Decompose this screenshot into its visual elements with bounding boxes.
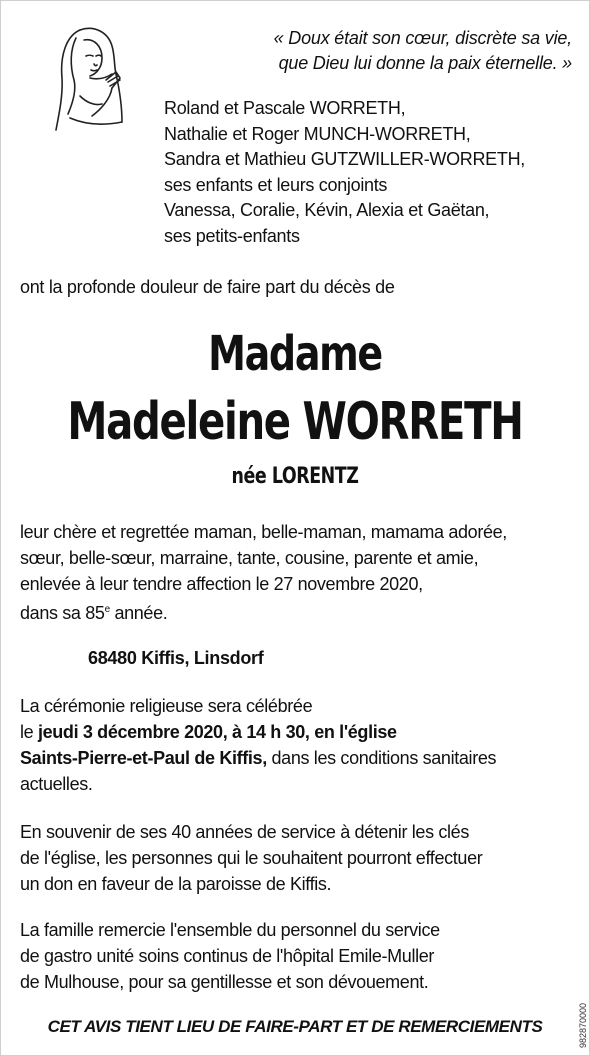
- age-suffix: année.: [109, 603, 168, 623]
- memory-line: de l'église, les personnes qui le souhaitent pourront effectuer: [20, 848, 483, 868]
- thanks-line: de gastro unité soins continus de l'hôpital Emile-Muller: [20, 946, 435, 966]
- description-line: [20, 597, 580, 626]
- family-line: ses enfants et leurs conjoints: [164, 174, 388, 195]
- ceremony-paragraph: [20, 693, 580, 797]
- footer-notice: CET AVIS TIENT LIEU DE FAIRE-PART ET DE REMERCIEMENTS: [47, 1017, 543, 1036]
- family-line: Roland et Pascale WORRETH,: [164, 98, 406, 118]
- age-prefix: dans sa 85: [20, 603, 105, 623]
- reference-number: [578, 988, 588, 1048]
- description-line: enlevée à leur tendre affection le 27 novembre 2020,: [20, 574, 423, 594]
- description-line: leur chère et regrettée maman, belle-maman, mamama adorée,: [20, 522, 507, 542]
- ceremony-plain: le: [20, 722, 38, 742]
- epitaph-quote: [274, 26, 572, 76]
- memory-line: En souvenir de ses 40 années de service à détenir les clés: [20, 822, 469, 842]
- location-text: 68480 Kiffis, Linsdorf: [88, 648, 264, 668]
- quote-line: « Doux était son cœur, discrète sa vie,: [273, 28, 572, 48]
- ceremony-date: jeudi 3 décembre 2020, à 14 h 30, en l'église: [37, 722, 397, 742]
- ceremony-line: [20, 719, 580, 745]
- ceremony-line: La cérémonie religieuse sera célébrée: [20, 696, 313, 716]
- maiden-name: née LORENTZ: [231, 464, 359, 489]
- age-superscript: e: [104, 604, 110, 615]
- announcement-text: ont la profonde douleur de faire part du décès de: [20, 277, 395, 297]
- family-line: Vanessa, Coralie, Kévin, Alexia et Gaëtan,: [164, 200, 490, 220]
- reference-text: 982870000: [578, 1002, 588, 1048]
- memory-line: un don en faveur de la paroisse de Kiffis.: [20, 874, 332, 894]
- thanks-line: de Mulhouse, pour sa gentillesse et son dévouement.: [20, 972, 429, 992]
- family-line: Nathalie et Roger MUNCH-WORRETH,: [164, 123, 471, 144]
- family-line: Sandra et Mathieu GUTZWILLER-WORRETH,: [164, 149, 525, 169]
- memory-paragraph: [20, 819, 580, 897]
- family-line: ses petits-enfants: [164, 225, 300, 246]
- ceremony-church: Saints-Pierre-et-Paul de Kiffis,: [20, 748, 267, 768]
- family-list: [164, 96, 525, 249]
- praying-madonna-icon: [50, 22, 128, 134]
- description-line: sœur, belle-sœur, marraine, tante, cousine, parente et amie,: [20, 548, 479, 568]
- thanks-line: La famille remercie l'ensemble du personnel du service: [20, 920, 440, 940]
- thanks-paragraph: [20, 917, 580, 995]
- deceased-title: Madame: [208, 326, 382, 382]
- ceremony-plain: dans les conditions sanitaires: [266, 748, 497, 768]
- ceremony-line: [20, 745, 580, 771]
- deceased-name: Madeleine WORRETH: [67, 392, 523, 452]
- quote-line: que Dieu lui donne la paix éternelle. »: [278, 53, 572, 73]
- ceremony-line: actuelles.: [20, 774, 93, 794]
- description-paragraph: [20, 519, 580, 626]
